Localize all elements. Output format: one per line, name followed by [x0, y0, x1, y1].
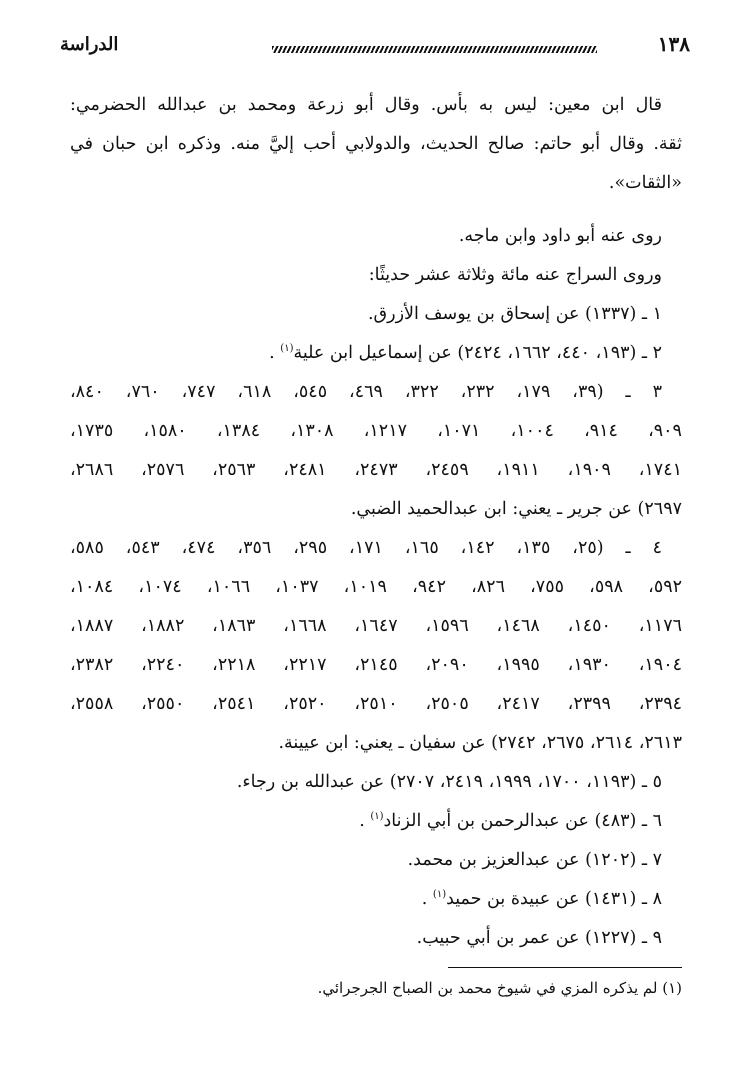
page-number: ١٣٨ [657, 32, 690, 56]
paragraph-spacer [70, 203, 682, 217]
page-header [60, 32, 690, 62]
footnote-marker: (١) [432, 889, 447, 901]
list-item-8-end: . [421, 889, 433, 909]
intro-line-3: «الثقات». [608, 173, 682, 193]
intro-line-2: ثقة. وقال أبو حاتم: صالح الحديث، والدولابي أحب إليَّ منه. وذكره ابن حبان في [70, 134, 682, 154]
list-item-3-line-1: ٣ ـ (٣٩، ١٧٩، ٢٣٢، ٣٢٢، ٤٦٩، ٥٤٥، ٦١٨، ٧٤٧، ٧٦٠، ٨٤٠، [70, 382, 663, 402]
intro-line-1: قال ابن معين: ليس به بأس. وقال أبو زرعة ومحمد بن عبدالله الحضرمي: [70, 95, 662, 115]
list-item-3-line-2: ٩٠٩، ٩١٤، ١٠٠٤، ١٠٧١، ١٢١٧، ١٣٠٨، ١٣٨٤، ١٥٨٠، ١٧٣٥، [70, 421, 682, 441]
list-item-4-line-4: ١٩٠٤، ١٩٣٠، ١٩٩٥، ٢٠٩٠، ٢١٤٥، ٢٢١٧، ٢٢١٨، ٢٢٤٠، ٢٣٨٢، [70, 655, 682, 675]
footnote-marker: (١) [280, 343, 294, 355]
list-item-3-line-3: ١٧٤١، ١٩٠٩، ١٩١١، ٢٤٥٩، ٢٤٧٣، ٢٤٨١، ٢٥٦٣، ٢٥٧٦، ٢٦٨٦، [70, 460, 682, 480]
list-item-2-text: ٢ ـ (١٩٣، ٤٤٠، ١٦٦٢، ٢٤٢٤) عن إسماعيل ابن علية [293, 343, 662, 363]
list-item-4-line-6: ٢٦١٣، ٢٦١٤، ٢٦٧٥، ٢٧٤٢) عن سفيان ـ يعني: ابن عيينة. [278, 733, 682, 753]
list-item-6-end: . [359, 811, 371, 831]
list-item-6-text: ٦ ـ (٤٨٣) عن عبدالرحمن بن أبي الزناد [383, 811, 662, 831]
list-item-2 [70, 334, 682, 373]
list-item-4-line-2: ٥٩٢، ٥٩٨، ٧٥٥، ٨٢٦، ٩٤٢، ١٠١٩، ١٠٣٧، ١٠٦٦، ١٠٧٤، ١٠٨٤، [70, 577, 682, 597]
footnote: (١) لم يذكره المزي في شيوخ محمد بن الصباح الجرجرائي. [317, 979, 682, 997]
header-decorative-rule [272, 46, 597, 53]
list-item-4-line-5: ٢٣٩٤، ٢٣٩٩، ٢٤١٧، ٢٥٠٥، ٢٥١٠، ٢٥٢٠، ٢٥٤١، ٢٥٥٠، ٢٥٥٨، [70, 694, 682, 714]
siraj-intro: وروى السراج عنه مائة وثلاثة عشر حديثًا: [368, 265, 662, 285]
list-item-5: ٥ ـ (١١٩٣، ١٧٠٠، ١٩٩٩، ٢٤١٩، ٢٧٠٧) عن عبدالله بن رجاء. [236, 772, 662, 792]
running-title: الدراسة [60, 34, 119, 55]
list-item-8-text: ٨ ـ (١٤٣١) عن عبيدة بن حميد [446, 889, 662, 909]
list-item-8 [70, 880, 682, 919]
list-item-4-line-3: ١١٧٦، ١٤٥٠، ١٤٦٨، ١٥٩٦، ١٦٤٧، ١٦٦٨، ١٨٦٣، ١٨٨٢، ١٨٨٧، [70, 616, 682, 636]
list-item-2-end: . [269, 343, 281, 363]
list-item-1: ١ ـ (١٣٣٧) عن إسحاق بن يوسف الأزرق. [367, 304, 662, 324]
list-item-9: ٩ ـ (١٢٢٧) عن عمر بن أبي حبيب. [416, 928, 662, 948]
list-item-4-line-1: ٤ ـ (٢٥، ١٣٥، ١٤٢، ١٦٥، ١٧١، ٢٩٥، ٣٥٦، ٤٧٤، ٥٤٣، ٥٨٥، [70, 538, 663, 558]
list-item-7: ٧ ـ (١٢٠٢) عن عبدالعزيز بن محمد. [407, 850, 662, 870]
footnote-separator [448, 967, 682, 968]
footnote-marker: (١) [370, 811, 384, 823]
list-item-6 [70, 802, 682, 841]
list-item-3-line-4: ٢٦٩٧) عن جرير ـ يعني: ابن عبدالحميد الضبي. [350, 499, 682, 519]
narrated-by: روى عنه أبو داود وابن ماجه. [458, 226, 662, 246]
body-text [70, 86, 682, 958]
